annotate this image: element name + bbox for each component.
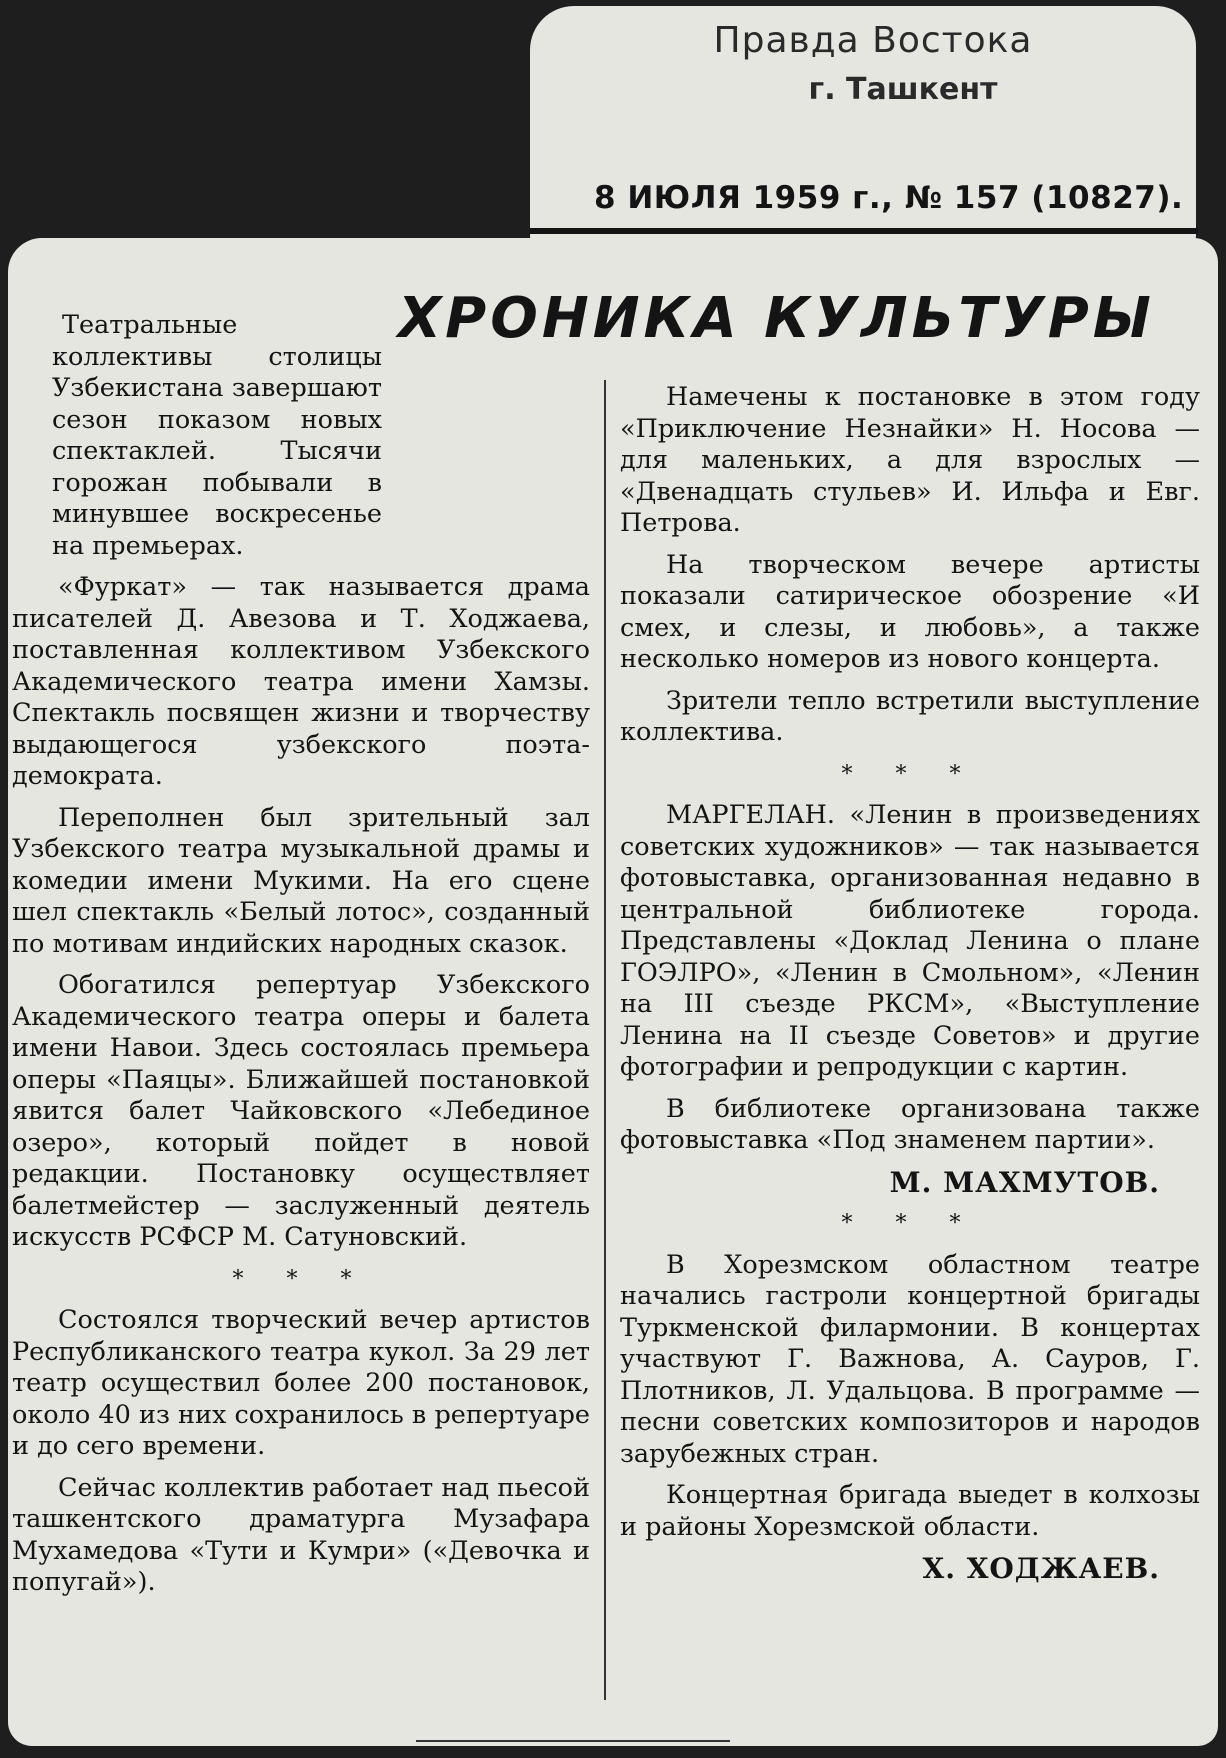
left-column [12, 310, 590, 1609]
paragraph: В библиотеке организована также фотовыставка «Под знаменем партии». [620, 1093, 1200, 1155]
paragraph: Намечены к постановке в этом году «Приключение Незнайки» Н. Носова — для маленьких, а для взрослых — «Двенадцать стульев» И. Ильфа и Евг. Петрова. [620, 382, 1200, 538]
section-separator: * * * [232, 1266, 370, 1292]
paragraph: Сейчас коллектив работает над пьесой ташкентского драматурга Музафара Мухамедова «Тути и Кумри» («Девочка и попугай»). [12, 1472, 590, 1597]
newspaper-stamp [530, 6, 1196, 242]
paragraph: В Хорезмском областном театре начались гастроли концертной бригады Туркменской филармонии. В концертах участвуют Г. Важнова, А. Сауров, Г. Плотников, Л. Удальцова. В программе — песни советских композиторов и народов зарубежных стран. [620, 1249, 1200, 1469]
paragraph: Состоялся творческий вечер артистов Республиканского театра кукол. За 29 лет театр осуществил более 200 постановок, около 40 из них сохранилось в репертуаре и до сего времени. [12, 1305, 590, 1461]
paragraph: «Фуркат» — так называется драма писателей Д. Авезова и Т. Ходжаева, поставленная коллективом Узбекского Академического театра имени Хамзы. Спектакль посвящен жизни и творчеству выдающегося узбекского поэта-демократа. [12, 572, 590, 791]
right-column [620, 382, 1200, 1595]
section-separator: * * * [841, 761, 979, 787]
paragraph: Театральные коллективы столицы Узбекистана завершают сезон показом новых спектаклей. Тысячи горожан побывали в минувшее воскресенье на премьерах. [52, 310, 382, 561]
paragraph: Переполнен был зрительный зал Узбекского театра музыкальной драмы и комедии имени Мукими. На его сцене шел спектакль «Белый лотос», созданный по мотивам индийских народных сказок. [12, 802, 590, 959]
headline: ХРОНИКА КУЛЬТУРЫ [398, 286, 1155, 351]
bottom-divider [416, 1740, 730, 1742]
issue-date: 8 ИЮЛЯ 1959 г., № 157 (10827). [594, 180, 1184, 216]
author-signature: М. МАХМУТОВ. [889, 1165, 1160, 1199]
paragraph: На творческом вечере артисты показали сатирическое обозрение «И смех, и слезы, и любовь», а также несколько номеров из нового концерта. [620, 549, 1200, 674]
paragraph: МАРГЕЛАН. «Ленин в произведениях советских художников» — так называется фотовыставка, организованная недавно в центральной библиотеке города. Представлены «Доклад Ленина о плане ГОЭЛРО», «Ленин в Смольном», «Ленин на III съезде РКСМ», «Выступление Ленина на II съезде Советов» и другие фотографии и репродукции с картин. [620, 800, 1200, 1082]
section-separator: * * * [841, 1211, 979, 1236]
paragraph: Обогатился репертуар Узбекского Академического театра оперы и балета имени Навои. Здесь состоялась премьера оперы «Паяцы». Ближайшей постановкой явится балет Чайковского «Лебединое озеро», который пойдет в новой редакции. Постановку осуществляет балетмейстер — заслуженный деятель искусств РСФСР М. Сатуновский. [12, 970, 590, 1252]
paragraph: Концертная бригада выедет в колхозы и районы Хорезмской области. [620, 1480, 1200, 1542]
column-divider [604, 380, 606, 1700]
paragraph: Зрители тепло встретили выступление коллектива. [620, 685, 1200, 747]
stamp-divider [530, 228, 1198, 234]
newspaper-name: Правда Востока [713, 20, 1033, 61]
newspaper-city: г. Ташкент [808, 72, 998, 107]
author-signature: Х. ХОДЖАЕВ. [922, 1552, 1160, 1585]
